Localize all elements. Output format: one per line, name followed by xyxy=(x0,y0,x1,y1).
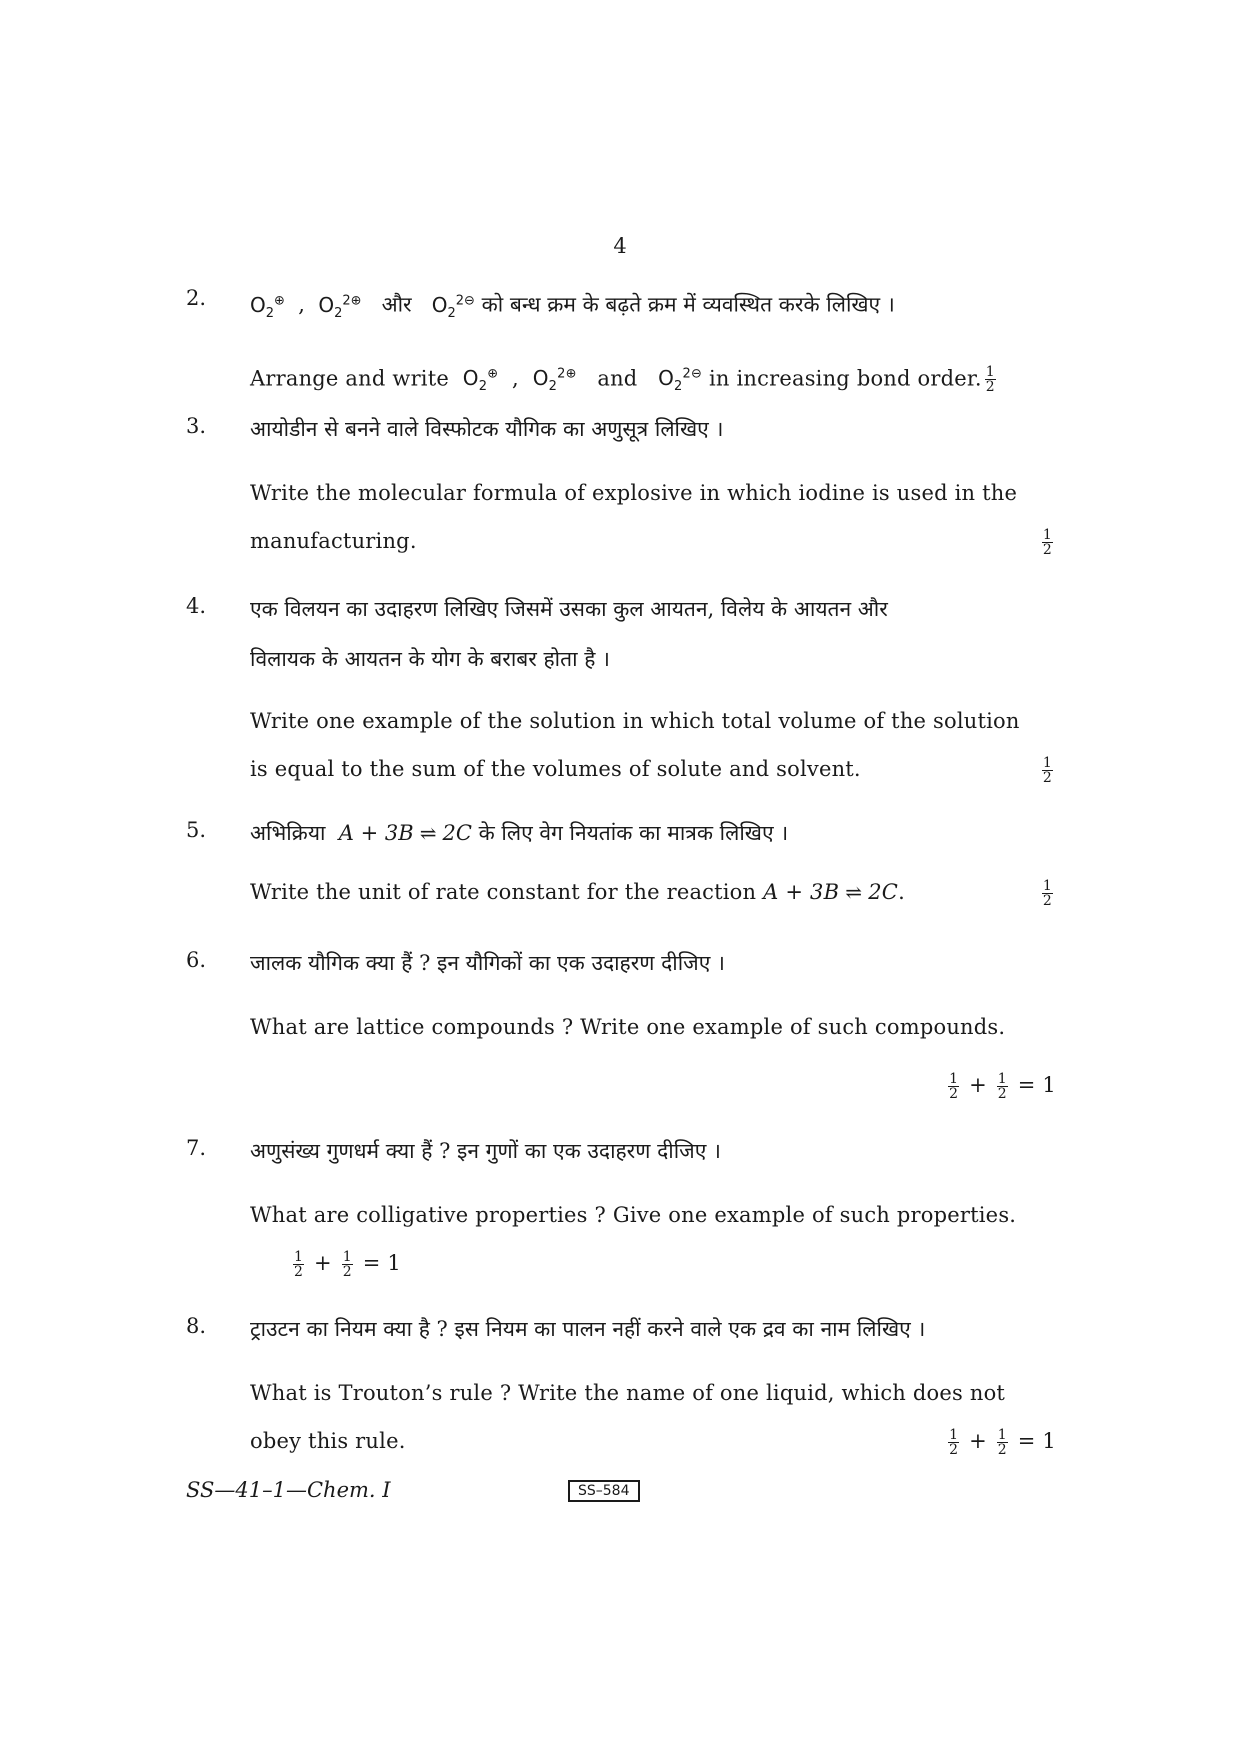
equilibrium-arrow: ⇌ xyxy=(419,821,437,845)
question-hindi: ट्राउटन का नियम क्या है ? इस नियम का पालन नहीं करने वाले एक द्रव का नाम लिखिए । xyxy=(250,1317,926,1341)
question-english: What is Trouton’s rule ? Write the name of one liquid, which does not obey this rule. $\frac{1}{2}$ + $\frac{1}{2}$ = 1 xyxy=(250,1369,1056,1465)
question-english: What are colligative properties ? Give one example of such properties. $\frac{1}{2}$ + $\frac{1}{2}$ = 1 xyxy=(250,1191,1056,1287)
species-o2-2plus: $O_2^{2\oplus}$ xyxy=(318,292,362,321)
question-english: Write the unit of rate constant for the reaction A + 3B ⇌ 2C. $\frac{1}{2}$ xyxy=(250,868,1056,916)
question-hindi: अणुसंख्य गुणधर्म क्या हैं ? इन गुणों का एक उदाहरण दीजिए । xyxy=(250,1139,721,1163)
species-o2-2minus: $O_2^{2⊖}$ xyxy=(431,292,475,321)
paper-code: SS—41–1—Chem. I xyxy=(186,1478,391,1502)
question-english: Write the molecular formula of explosive in which iodine is used in the manufacturing. $\frac{1}{2}$ xyxy=(250,469,1056,565)
question-hindi: एक विलयन का उदाहरण लिखिए जिसमें उसका कुल आयतन, विलेय के आयतन और विलायक के आयतन के योग के बराबर होता है । xyxy=(250,597,888,671)
marks: $\frac{1}{2}$ + $\frac{1}{2}$ = 1 xyxy=(949,1071,1056,1102)
marks: $\frac{1}{2}$ xyxy=(1042,755,1052,786)
marks: $\frac{1}{2}$ + $\frac{1}{2}$ = 1 xyxy=(949,1427,1056,1458)
question-number: 2. xyxy=(186,286,207,310)
question-number: 6. xyxy=(186,948,207,972)
question-number: 8. xyxy=(186,1314,207,1338)
question-hindi: अभिक्रिया A + 3B ⇌ 2C के लिए वेग नियतांक का मात्रक लिखिए । xyxy=(250,821,789,845)
question-hindi: जालक यौगिक क्या हैं ? इन यौगिकों का एक उदाहरण दीजिए । xyxy=(250,951,726,975)
question-hindi: $O_2^\oplus$ , $O_2^{2\oplus}$ और $O_2^{2⊖}$ को बन्ध क्रम के बढ़ते क्रम में व्यवस्थित करके लिखिए । xyxy=(250,292,895,321)
series-code-box: SS–584 xyxy=(568,1480,640,1502)
question-number: 5. xyxy=(186,818,207,842)
marks: $\frac{1}{2}$ xyxy=(1042,527,1052,558)
question-number: 3. xyxy=(186,414,207,438)
species-o2-plus: $O_2^\oplus$ xyxy=(250,292,285,321)
question-number: 7. xyxy=(186,1136,207,1160)
marks-fraction: $\frac{1}{2}$ xyxy=(985,364,995,396)
question-hindi: आयोडीन से बनने वाले विस्फोटक यौगिक का अणुसूत्र लिखिए । xyxy=(250,417,724,441)
page-number: 4 xyxy=(613,234,627,258)
question-number: 4. xyxy=(186,594,207,618)
marks: $\frac{1}{2}$ + $\frac{1}{2}$ = 1 xyxy=(294,1249,401,1280)
question-english: Write one example of the solution in which total volume of the solution is equal to the sum of the volumes of solute and solvent. $\frac{1}{2}$ xyxy=(250,697,1056,793)
question-english: Arrange and write $O_2^\oplus$ , $O_2^{2\oplus}$ and $O_2^{2⊖}$ in increasing bond order. $\frac{1}{2}$ xyxy=(250,364,995,396)
question-english: What are lattice compounds ? Write one example of such compounds. $\frac{1}{2}$ + $\frac{1}{2}$ = 1 xyxy=(250,1003,1056,1109)
marks: $\frac{1}{2}$ xyxy=(1042,878,1052,909)
